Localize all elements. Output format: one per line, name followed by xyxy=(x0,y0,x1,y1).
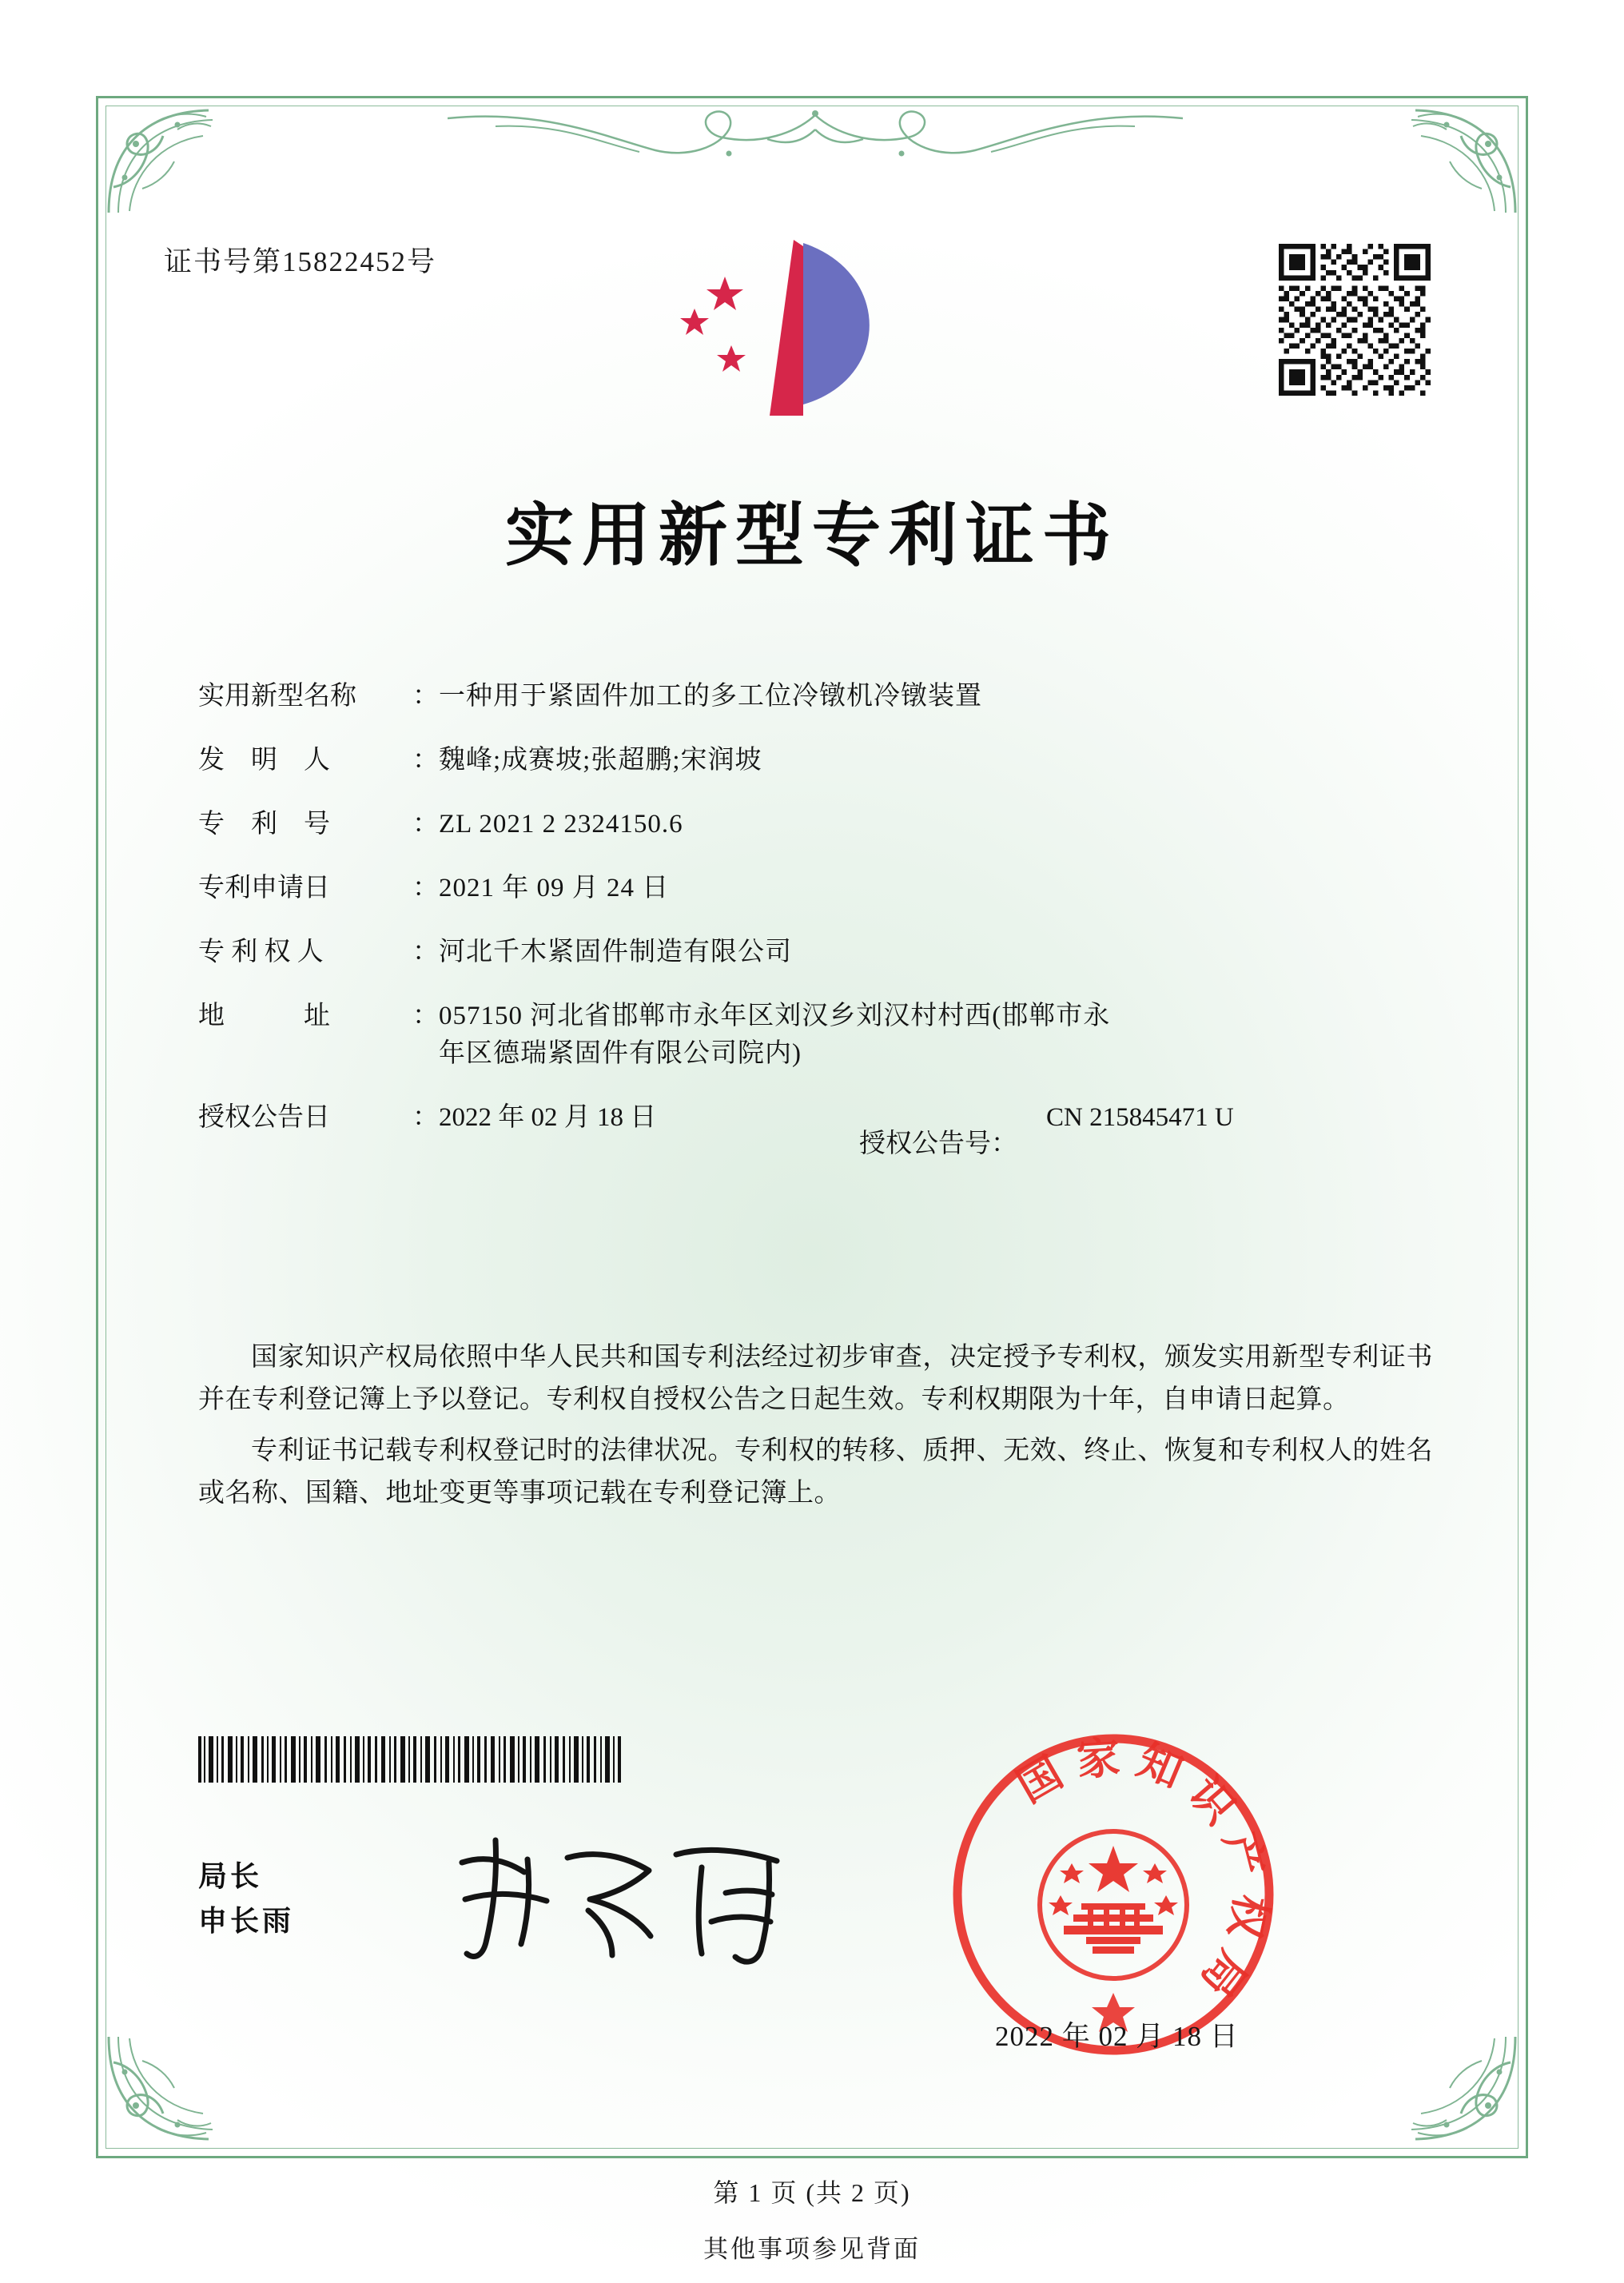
field-value: 魏峰;成赛坡;张超鹏;宋润坡 xyxy=(439,746,762,775)
director-block xyxy=(198,1855,294,1944)
field-separator: ： xyxy=(412,682,439,711)
qr-code xyxy=(1279,244,1431,396)
publication-date-value: 2022 年 02 月 18 日 xyxy=(439,1103,657,1132)
field-separator: ： xyxy=(412,874,439,902)
legal-paragraph-1: 国家知识产权局依照中华人民共和国专利法经过初步审查，决定授予专利权，颁发实用新型专利证书并在专利登记簿上予以登记。专利权自授权公告之日起生效。专利权期限为十年，自申请日起算。 xyxy=(198,1343,1433,1415)
fields-list xyxy=(198,683,1445,1203)
footer-note: 其他事项参见背面 xyxy=(703,2235,921,2263)
field-label: 发 明 人 xyxy=(198,746,330,775)
field-row-inventors xyxy=(198,747,1445,774)
certificate-number: 证书号第15822452号 xyxy=(164,246,437,277)
field-row-publication xyxy=(198,1105,1445,1184)
field-row-patentee xyxy=(198,939,1445,966)
page-number: 第 1 页 (共 2 页) xyxy=(713,2178,911,2207)
field-label: 专 利 权 人 xyxy=(198,938,324,966)
field-separator: ： xyxy=(412,746,439,775)
director-title: 局长 xyxy=(198,1860,263,1892)
field-label: 专 利 号 xyxy=(198,810,330,839)
publication-number-separator: ： xyxy=(991,1130,1017,1158)
field-label: 专利申请日 xyxy=(198,874,330,902)
field-separator: ： xyxy=(412,1103,439,1132)
field-row-patent-number xyxy=(198,811,1445,838)
legal-text xyxy=(198,1337,1433,1524)
field-value: 2021 年 09 月 24 日 xyxy=(439,874,670,902)
seal-date: 2022 年 02 月 18 日 xyxy=(995,2021,1239,2052)
barcode xyxy=(198,1736,626,1783)
field-value-wrapper xyxy=(439,1003,1445,1067)
field-label: 实用新型名称 xyxy=(198,682,356,711)
field-separator: ： xyxy=(412,1002,439,1030)
svg-text:国家知识产权局: 国家知识产权局 xyxy=(1009,1733,1276,2016)
cnipa-logo-icon xyxy=(675,232,923,432)
field-value-line1: 057150 河北省邯郸市永年区刘汉乡刘汉村村西(邯郸市永 xyxy=(439,1002,1111,1030)
field-value-line2: 年区德瑞紧固件有限公司院内) xyxy=(439,1039,802,1068)
publication-number-label xyxy=(806,1105,1046,1184)
field-row-utility-model-name xyxy=(198,683,1445,710)
publication-number-value: CN 215845471 U xyxy=(1046,1103,1234,1132)
field-value: 一种用于紧固件加工的多工位冷镦机冷镦装置 xyxy=(439,682,982,711)
page-title: 实用新型专利证书 xyxy=(505,497,1119,574)
field-row-address xyxy=(198,1003,1445,1067)
field-row-application-date xyxy=(198,875,1445,902)
publication-number-label-text: 授权公告号 xyxy=(859,1130,991,1158)
field-value: 河北千木紧固件制造有限公司 xyxy=(439,938,792,966)
legal-paragraph-2: 专利证书记载专利权登记时的法律状况。专利权的转移、质押、无效、终止、恢复和专利权人的姓名或名称、国籍、地址变更等事项记载在专利登记簿上。 xyxy=(198,1436,1433,1508)
field-separator: ： xyxy=(412,938,439,966)
field-label: 地 址 xyxy=(198,1002,330,1030)
field-separator: ： xyxy=(412,810,439,839)
publication-date-label: 授权公告日 xyxy=(198,1103,330,1132)
director-name: 申长雨 xyxy=(198,1904,295,1937)
field-value: ZL 2021 2 2324150.6 xyxy=(439,810,683,839)
handwritten-signature xyxy=(448,1823,823,1974)
